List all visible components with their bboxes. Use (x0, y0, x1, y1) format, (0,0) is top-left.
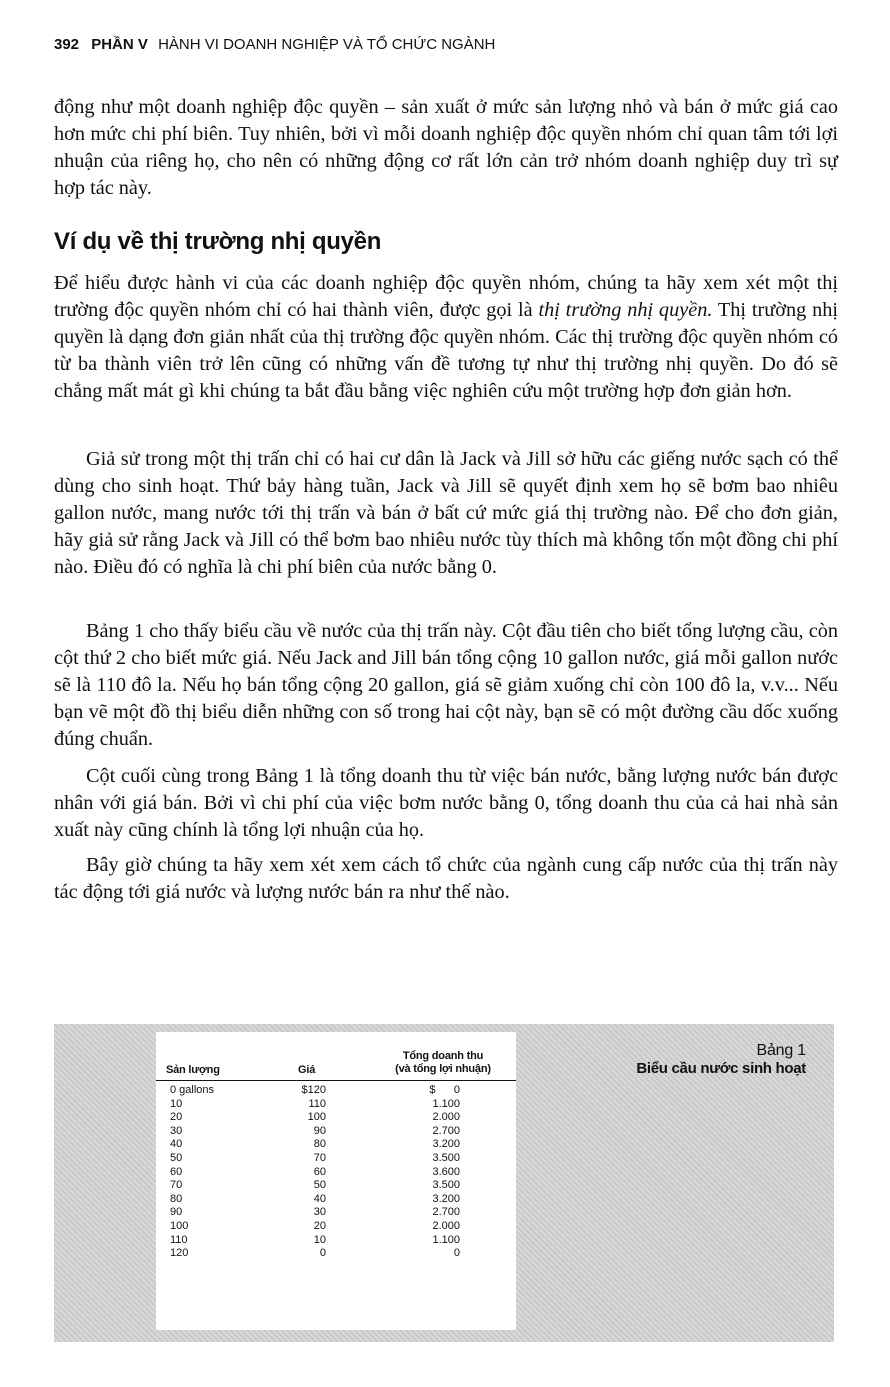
cell-price: 40 (313, 1192, 326, 1205)
term-duopoly: thị trường nhị quyền. (538, 299, 713, 321)
cell-quantity: 10 (170, 1097, 183, 1110)
paragraph-4: Bảng 1 cho thấy biểu cầu về nước của thị trấn này. Cột đầu tiên cho biết tổng lượng cầu, còn cột thứ 2 cho biết mức giá. Nếu Jack and Jill bán tổng cộng 10 gallon nước, giá mỗi gallon nước sẽ là 110 đô la. Nếu họ bán tổng cộng 20 gallon, giá sẽ giảm xuống chỉ còn 100 đô la, v.v... Nếu bạn vẽ một đồ thị biểu diễn những con số trong hai cột này, bạn sẽ có một đường cầu dốc xuống đúng chuẩn. (54, 620, 838, 750)
cell-price: 10 (313, 1233, 326, 1246)
cell-quantity: 0 gallons (170, 1084, 215, 1096)
cell-price: 80 (313, 1138, 326, 1151)
table-row (156, 1111, 516, 1125)
cell-revenue: 1.100 (432, 1097, 460, 1110)
section-heading: Ví dụ về thị trường nhị quyền (54, 228, 382, 255)
paragraph-2-text-b: Thị trường nhị quyền là dạng đơn giản nhất của thị trường độc quyền nhóm. Các thị trường độc quyền nhóm có từ ba thành viên trở lên cũng có những vấn đề tương tự như thị trường nhị quyền. Do đó sẽ chẳng mất mát gì khi chúng ta bắt đầu bằng việc nghiên cứu một trường hợp đơn giản hơn. (54, 299, 839, 402)
cell-price: $120 (301, 1084, 326, 1096)
table-row (156, 1193, 516, 1207)
table-caption-number: Bảng 1 (756, 1042, 806, 1059)
table-row (156, 1138, 516, 1152)
cell-revenue: 0 (453, 1247, 460, 1260)
cell-revenue: $ 0 (429, 1084, 460, 1096)
table-row (156, 1247, 516, 1261)
table-row (156, 1179, 516, 1193)
table-caption (636, 1042, 806, 1077)
part-label: PHẦN V (91, 36, 148, 53)
cell-quantity: 110 (170, 1233, 188, 1246)
cell-quantity: 90 (170, 1206, 183, 1219)
paragraph-3: Giả sử trong một thị trấn chỉ có hai cư dân là Jack và Jill sở hữu các giếng nước sạch có thể dùng cho sinh hoạt. Thứ bảy hàng tuần, Jack và Jill sẽ quyết định xem họ sẽ bơm bao nhiêu gallon nước, mang nước tới thị trấn và bán ở bất cứ mức giá thị trường nào. Để cho đơn giản, hãy giả sử rằng Jack và Jill có thể bơm bao nhiêu nước tùy thích mà không tốn một đồng chi phí nào. Điều đó có nghĩa là chi phí biên của nước bằng 0. (54, 448, 838, 578)
cell-price: 0 (319, 1247, 326, 1260)
page-number: 392 (54, 36, 80, 53)
cell-revenue: 3.500 (432, 1179, 460, 1192)
cell-quantity: 60 (170, 1165, 183, 1178)
table-row (156, 1098, 516, 1112)
cell-revenue: 3.500 (432, 1151, 460, 1164)
paragraph-5: Cột cuối cùng trong Bảng 1 là tổng doanh thu từ việc bán nước, bằng lượng nước bán được nhân với giá bán. Bởi vì chi phí của việc bơm nước bằng 0, tổng doanh thu của cả hai nhà sản xuất này cũng chính là tổng lợi nhuận của họ. (54, 765, 838, 841)
table-row (156, 1084, 516, 1098)
table-panel (54, 1024, 834, 1342)
cell-quantity: 100 (170, 1219, 189, 1232)
table-caption-title: Biểu cầu nước sinh hoạt (636, 1060, 806, 1077)
cell-quantity: 120 (170, 1247, 189, 1260)
col-revenue-header-line1: Tổng doanh thu (402, 1050, 484, 1062)
col-price-header: Giá (298, 1064, 316, 1076)
cell-quantity: 50 (170, 1151, 183, 1164)
table-row (156, 1234, 516, 1248)
running-head (54, 36, 844, 53)
table-row (156, 1125, 516, 1139)
cell-revenue: 3.600 (432, 1165, 460, 1178)
cell-quantity: 80 (170, 1192, 183, 1205)
table-row (156, 1220, 516, 1234)
demand-table (156, 1032, 516, 1330)
paragraph-6: Bây giờ chúng ta hãy xem xét xem cách tổ chức của ngành cung cấp nước của thị trấn này tác động tới giá nước và lượng nước bán ra như thế nào. (54, 854, 838, 903)
cell-quantity: 70 (170, 1179, 183, 1192)
paragraph-2 (54, 270, 838, 405)
cell-revenue: 3.200 (432, 1192, 460, 1205)
part-title: HÀNH VI DOANH NGHIỆP VÀ TỔ CHỨC NGÀNH (158, 36, 496, 53)
paragraph-2-text-a: Để hiểu được hành vi của các doanh nghiệp độc quyền nhóm, chúng ta hãy xem xét một thị trường độc quyền nhóm chỉ có hai thành viên, được gọi là (54, 272, 838, 321)
table-row (156, 1206, 516, 1220)
cell-price: 20 (313, 1219, 326, 1232)
cell-quantity: 40 (170, 1138, 183, 1151)
table-row (156, 1152, 516, 1166)
cell-price: 30 (313, 1206, 326, 1219)
col-revenue-header (388, 1050, 498, 1076)
table-header (156, 1040, 516, 1081)
cell-revenue: 2.000 (432, 1219, 460, 1232)
cell-quantity: 30 (170, 1124, 183, 1137)
cell-price: 50 (313, 1179, 326, 1192)
cell-price: 90 (313, 1124, 326, 1137)
cell-revenue: 1.100 (432, 1233, 460, 1246)
table-row (156, 1166, 516, 1180)
paragraph-1: động như một doanh nghiệp độc quyền – sản xuất ở mức sản lượng nhỏ và bán ở mức giá cao hơn mức chi phí biên. Tuy nhiên, bởi vì mỗi doanh nghiệp độc quyền nhóm chỉ quan tâm tới lợi nhuận của riêng họ, cho nên có những động cơ rất lớn cản trở nhóm doanh nghiệp duy trì sự hợp tác này. (54, 96, 838, 199)
col-revenue-header-line2: (và tổng lợi nhuận) (395, 1063, 491, 1075)
cell-price: 110 (308, 1097, 326, 1110)
cell-price: 60 (313, 1165, 326, 1178)
cell-revenue: 2.700 (432, 1124, 460, 1137)
table-body (156, 1084, 516, 1261)
cell-revenue: 3.200 (432, 1138, 460, 1151)
cell-quantity: 20 (170, 1111, 183, 1124)
cell-price: 100 (307, 1111, 326, 1124)
cell-revenue: 2.000 (432, 1111, 460, 1124)
cell-price: 70 (313, 1151, 326, 1164)
col-quantity-header: Sản lượng (166, 1064, 220, 1076)
cell-revenue: 2.700 (432, 1206, 460, 1219)
